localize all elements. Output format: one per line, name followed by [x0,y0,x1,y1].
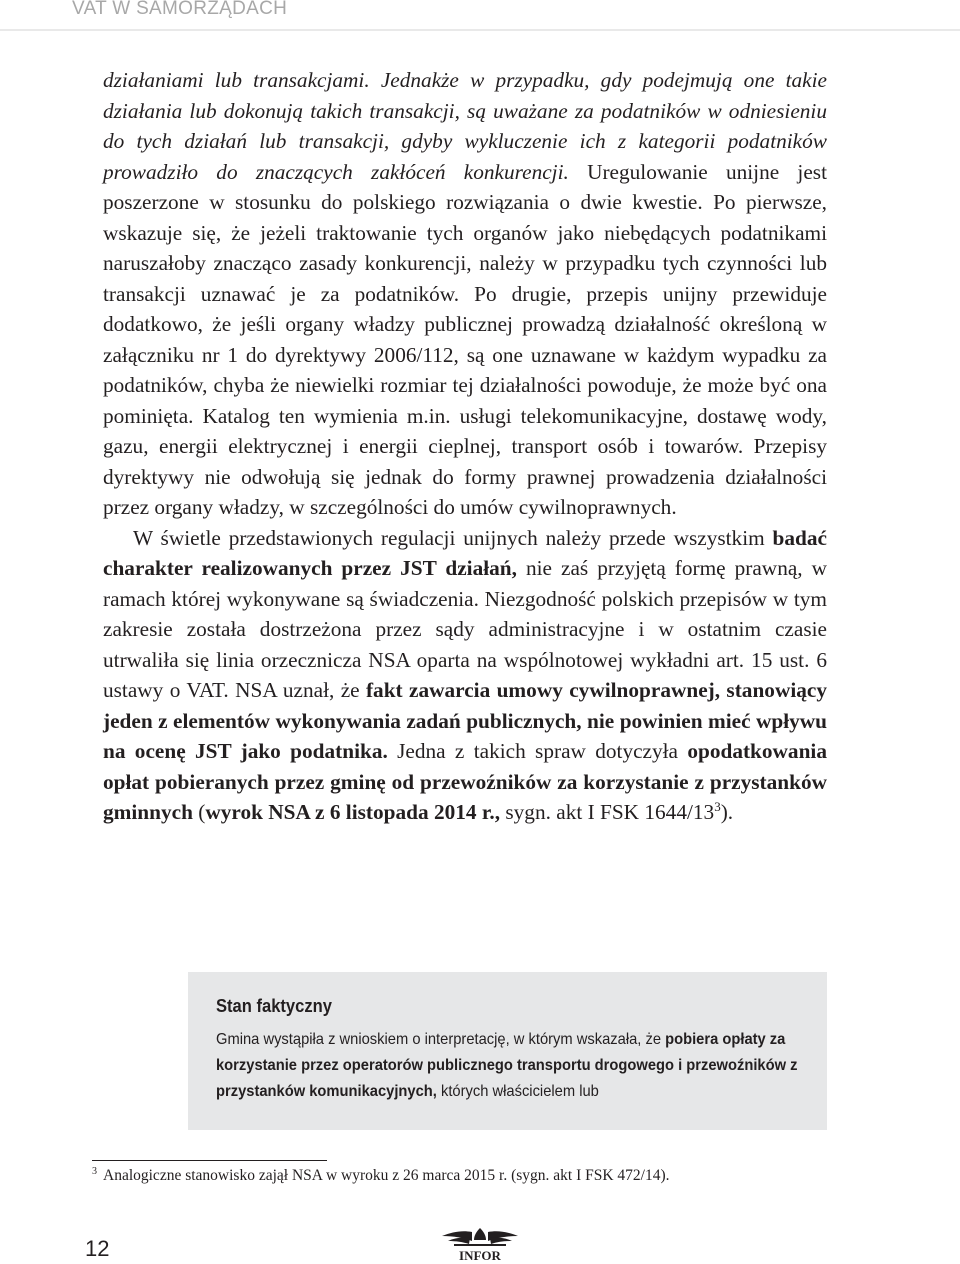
fact-box-text [216,1027,805,1105]
text-run: nie zaś przyjętą formę prawną, w ramach której wykonywane są świadczenia. Niezgodność polskich przepisów w tym zakresie została dostrzeżona przez sądy administracyjne i w ostatnim czasie utrwaliła się linia orzecznicza NSA oparta na wspólnotowej wykładni art. 15 ust. 6 ustawy o VAT. NSA uznał, że [103,556,827,702]
main-text [103,65,827,828]
fact-box [188,972,827,1130]
bold-run: wyrok NSA z 6 listopada 2014 r., [205,800,501,824]
bold-run: pobiera opłaty za korzystanie przez operatorów publicznego transportu drogowego i przewoźników z przystanków komunikacyjnych, [216,1031,798,1100]
text-run: ( [192,800,206,824]
footnote-number: 3 [92,1166,97,1177]
text-run: Gmina wystąpiła z wnioskiem o interpretację, w którym wskazała, że [216,1031,666,1048]
logo-text: INFOR [459,1248,501,1263]
infor-logo-icon [432,1224,528,1264]
header-divider [0,29,960,31]
paragraph-2 [103,523,827,828]
footnote [92,1166,670,1185]
paragraph-1-text: Uregulowanie unijne jest poszerzone w stosunku do polskiego rozwiązania o dwie kwestie. Po pierwsze, wskazuje się, że jeżeli traktowanie tych organów jako niebędących podatnikami naruszałoby znacząco zasady konkurencji, należy w przypadku tych czynności lub transakcji uznawać je za podatników. Po drugie, przepis unijny przewiduje dodatkowo, że jeśli organy władzy publicznej prowadzą działalność określoną w załączniku nr 1 do dyrektywy 2006/112, są one uznawane w każdym wypadku za podatników, chyba że niewielki rozmiar tej działalności powoduje, że może być ona pominięta. Katalog ten wymienia m.in. usługi telekomunikacyjne, dostawę wody, gazu, energii elektrycznej i energii cieplnej, transport osób i towarów. Przepisy dyrektywy nie odwołują się jednak do formy prawnej prowadzenia działalności przez organy władzy, w szczególności do umów cywilnoprawnych. [103,159,827,519]
bold-run: fakt zawarcia umowy cywilnoprawnej, stanowiący jeden z elementów wykonywania zadań publicznych, nie powinien mieć wpływu na ocenę JST jako podatnika. [103,678,827,763]
paragraph-1 [103,65,827,523]
footnote-text: Analogiczne stanowisko zajął NSA w wyroku z 26 marca 2015 r. (sygn. akt I FSK 472/14). [103,1167,670,1185]
footnote-reference[interactable]: 3 [714,798,721,814]
running-header: VAT W SAMORZĄDACH [72,0,288,19]
text-run: Jedna z takich spraw dotyczyła [387,739,688,763]
bold-run: opodatkowania opłat pobieranych przez gminę od przewoźników za korzystanie z przystanków gminnych [103,739,827,824]
text-run: W świetle przedstawionych regulacji unijnych należy przede wszystkim [133,525,773,550]
text-run: których właścicielem lub [436,1083,599,1100]
text-run: ). [720,800,734,824]
page-number: 12 [85,1236,110,1261]
fact-box-title: Stan faktyczny [216,996,332,1016]
footnote-divider [92,1160,327,1161]
bold-run: badać charakter realizowanych przez JST działań, [103,525,827,580]
italic-quote: działaniami lub transakcjami. Jednakże w przypadku, gdy podejmują one takie działania lub dokonują takich transakcji, są uważane za podatników w odniesieniu do tych działań lub transakcji, gdyby wykluczenie ich z kategorii podatników prowadziło do znaczących zakłóceń konkurencji. [103,68,827,184]
text-run: sygn. akt I FSK 1644/13 [500,800,715,824]
